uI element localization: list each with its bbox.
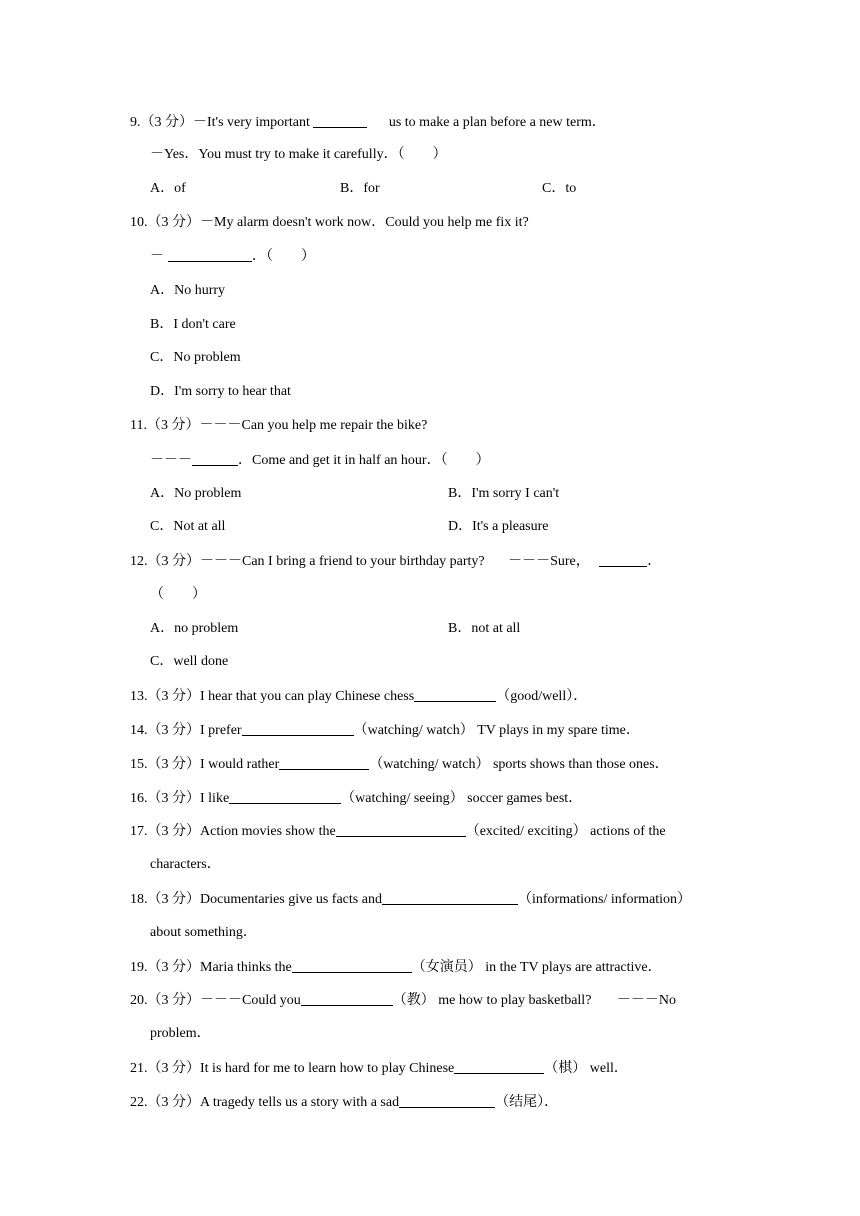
option-b[interactable]: B．for xyxy=(340,181,380,196)
question-text: － xyxy=(150,249,164,264)
question-20-continuation: problem． xyxy=(150,1026,211,1041)
question-number: 19.（3 分） xyxy=(130,960,200,975)
question-number: 12.（3 分） xyxy=(130,554,200,569)
answer-blank[interactable] xyxy=(336,821,466,837)
question-hint: （女演员） in the TV plays are attractive． xyxy=(411,960,662,975)
question-18 xyxy=(130,889,750,909)
question-number: 22.（3 分） xyxy=(130,1095,200,1110)
answer-blank[interactable] xyxy=(168,246,252,262)
question-text: Documentaries give us facts and xyxy=(200,892,382,907)
answer-blank[interactable] xyxy=(292,957,412,973)
question-number: 11.（3 分） xyxy=(130,418,200,433)
question-11-reply xyxy=(150,450,750,470)
answer-blank[interactable] xyxy=(301,990,393,1006)
question-text: Maria thinks the xyxy=(200,960,292,975)
option-b[interactable]: B．I'm sorry I can't xyxy=(448,486,560,501)
question-text: －－－Can you help me repair the bike? xyxy=(199,418,428,433)
question-text: I prefer xyxy=(200,723,242,738)
question-number: 21.（3 分） xyxy=(130,1061,200,1076)
option-d[interactable]: D．I'm sorry to hear that xyxy=(150,384,291,399)
answer-blank[interactable] xyxy=(192,450,238,466)
question-text: －－－Sure， xyxy=(508,554,590,569)
option-a[interactable]: A．No problem xyxy=(150,486,242,501)
question-18-continuation: about something． xyxy=(150,925,257,940)
question-10 xyxy=(130,213,750,233)
question-11 xyxy=(130,416,750,436)
option-c[interactable]: C．Not at all xyxy=(150,519,226,534)
question-16 xyxy=(130,788,750,808)
question-text: ．Come and get it in half an hour．（ ） xyxy=(238,453,490,468)
option-c[interactable]: C．to xyxy=(542,181,577,196)
question-17-continuation: characters． xyxy=(150,857,221,872)
answer-blank[interactable] xyxy=(399,1092,495,1108)
question-hint: （good/well）． xyxy=(496,689,588,704)
question-text: I hear that you can play Chinese chess xyxy=(200,689,415,704)
question-22 xyxy=(130,1092,750,1112)
question-text: us to make a plan before a new term． xyxy=(388,115,606,130)
answer-blank[interactable] xyxy=(279,754,369,770)
question-text: －My alarm doesn't work now．Could you help me fix it? xyxy=(200,215,529,230)
option-b[interactable]: B．I don't care xyxy=(150,317,236,332)
question-number: 10.（3 分） xyxy=(130,215,200,230)
question-text: －－－ xyxy=(150,453,192,468)
answer-blank[interactable] xyxy=(414,686,496,702)
question-19 xyxy=(130,957,750,977)
answer-blank[interactable] xyxy=(242,720,354,736)
question-text: I like xyxy=(200,791,230,806)
question-12 xyxy=(130,551,750,571)
question-text: Action movies show the xyxy=(200,824,336,839)
question-text: －It's very important xyxy=(193,115,310,130)
question-hint: （watching/ watch） TV plays in my spare time． xyxy=(353,723,640,738)
question-number: 18.（3 分） xyxy=(130,892,200,907)
question-15 xyxy=(130,754,750,774)
question-text: It is hard for me to learn how to play Chinese xyxy=(200,1061,455,1076)
question-number: 17.（3 分） xyxy=(130,824,200,839)
question-number: 15.（3 分） xyxy=(130,757,200,772)
option-a[interactable]: A．no problem xyxy=(150,621,239,636)
question-21 xyxy=(130,1058,750,1078)
answer-blank[interactable] xyxy=(313,112,367,128)
question-number: 9.（3 分） xyxy=(130,115,193,130)
question-number: 14.（3 分） xyxy=(130,723,200,738)
question-hint: （informations/ information） xyxy=(517,892,691,907)
question-text: －－－Could you xyxy=(200,993,301,1008)
answer-blank[interactable] xyxy=(229,788,341,804)
question-14 xyxy=(130,720,750,740)
question-13 xyxy=(130,686,750,706)
question-text: ． xyxy=(647,554,662,569)
question-hint: （watching/ watch） sports shows than those ones． xyxy=(369,757,669,772)
option-a[interactable]: A．of xyxy=(150,181,186,196)
question-20 xyxy=(130,990,750,1010)
question-hint: （watching/ seeing） soccer games best． xyxy=(341,791,583,806)
question-hint: （excited/ exciting） actions of the xyxy=(465,824,666,839)
option-d[interactable]: D．It's a pleasure xyxy=(448,519,549,534)
option-b[interactable]: B．not at all xyxy=(448,621,521,636)
question-number: 20.（3 分） xyxy=(130,993,200,1008)
answer-blank[interactable] xyxy=(454,1058,544,1074)
option-a[interactable]: A．No hurry xyxy=(150,283,226,298)
answer-blank[interactable] xyxy=(599,551,647,567)
option-c[interactable]: C．No problem xyxy=(150,350,241,365)
question-text: －－－No xyxy=(616,993,677,1008)
question-text: I would rather xyxy=(200,757,280,772)
option-c[interactable]: C．well done xyxy=(150,654,229,669)
question-text: A tragedy tells us a story with a sad xyxy=(200,1095,400,1110)
question-17 xyxy=(130,821,750,841)
question-12-bracket: （ ） xyxy=(150,587,206,602)
question-10-reply xyxy=(150,246,750,266)
answer-blank[interactable] xyxy=(382,889,518,905)
question-hint: （结尾）． xyxy=(495,1095,559,1110)
question-number: 16.（3 分） xyxy=(130,791,200,806)
question-text: －－－Can I bring a friend to your birthday party? xyxy=(200,554,485,569)
question-hint: （教） me how to play basketball? xyxy=(392,993,592,1008)
question-9-reply: －Yes．You must try to make it carefully．（ ） xyxy=(150,147,447,162)
question-text: ．（ ） xyxy=(252,249,315,264)
question-number: 13.（3 分） xyxy=(130,689,200,704)
question-hint: （棋） well． xyxy=(544,1061,628,1076)
question-9 xyxy=(130,112,750,132)
